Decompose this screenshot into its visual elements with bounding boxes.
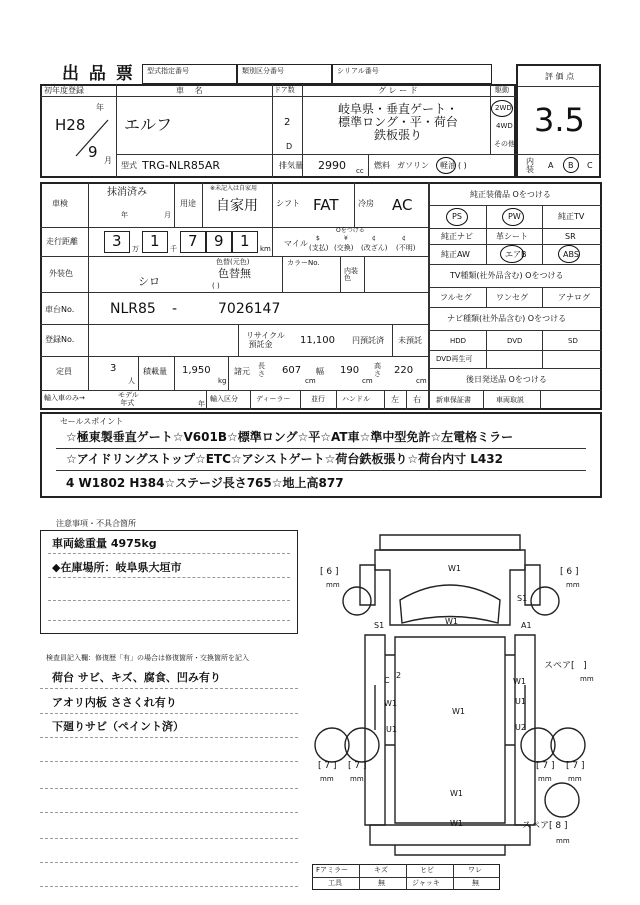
drive-2wd: 2WD xyxy=(495,104,512,112)
height-unit: cm xyxy=(416,377,427,385)
navi-dvd: DVD xyxy=(507,337,523,345)
equip-sr: SR xyxy=(565,232,576,241)
mark-2: 2 xyxy=(396,671,402,680)
tire-fl-unit: mm xyxy=(326,581,340,589)
mark-c: C xyxy=(384,676,390,685)
drive-other: その他 xyxy=(494,140,515,148)
color-code-label: 色替(元色) xyxy=(216,258,250,266)
mark-u2-right: U2 xyxy=(515,723,526,732)
ac-label: 冷房 xyxy=(358,199,374,208)
tv-oneseg: ワンセグ xyxy=(496,293,528,302)
after-title: 後日発送品 Oをつける xyxy=(466,375,547,384)
width-label: 幅 xyxy=(316,367,324,376)
equip-leather: 革シート xyxy=(496,232,528,241)
category-label: 類別区分番号 xyxy=(242,67,284,75)
interior-a: A xyxy=(548,161,554,170)
height-label: 高 さ xyxy=(374,362,381,378)
equip-pw: PW xyxy=(508,212,521,221)
length-unit: cm xyxy=(305,377,316,385)
notes-line-2: ◆在庫場所：岐阜県大垣市 xyxy=(52,561,182,574)
model-cert-label: 型式指定番号 xyxy=(147,67,189,75)
legend-h3: ヒビ xyxy=(420,866,434,874)
use-value: 自家用 xyxy=(216,198,258,214)
import-label: 輸入車のみ→ xyxy=(44,394,85,402)
mark-w1-rear: W1 xyxy=(450,789,463,798)
capacity-label: 定員 xyxy=(56,367,72,376)
legend-r1: 工具 xyxy=(328,879,342,887)
grade-text: 岐阜県・垂直ゲート・ 標準ロング・平・荷台 鉄板張り xyxy=(337,102,458,142)
fuel-type: ガソリン xyxy=(397,161,429,170)
tire-rl1: [ 7 ] xyxy=(318,761,337,771)
category-box xyxy=(237,64,332,84)
serial-label: シリアル番号 xyxy=(337,67,379,75)
notes-label: 注意事項・不具合箇所 xyxy=(56,519,136,528)
inspection-value: 抹消済み xyxy=(107,187,147,198)
legend-h4: ワレ xyxy=(468,866,482,874)
km-unit: km xyxy=(260,245,271,253)
length-value: 607 xyxy=(282,365,302,376)
score-value: 3.5 xyxy=(534,101,585,139)
mark-s1-left: S1 xyxy=(374,621,385,630)
inspector-line-3: 下廻りサビ（ペイント済） xyxy=(52,720,184,733)
chassis-label: 車台No. xyxy=(45,305,75,314)
drive-2wd-circle xyxy=(491,100,513,117)
ac-value: AC xyxy=(392,196,413,214)
notes-line-1: 車両総重量 4975kg xyxy=(52,537,157,550)
mile-sym-1: $ xyxy=(316,235,320,242)
sen-unit: 千 xyxy=(170,245,177,253)
navi-title: ナビ種類(社外品含む) Oをつける xyxy=(447,314,567,323)
mark-w1-left: W1 xyxy=(384,699,397,708)
interior-b: B xyxy=(568,161,574,170)
legend-r2: 無 xyxy=(378,879,385,887)
color-paren: ( ) xyxy=(212,282,220,290)
displacement-value: 2990 xyxy=(318,159,346,172)
handle-right: 右 xyxy=(413,395,421,404)
mileage-digit-3: 7 xyxy=(188,232,198,250)
spare-top-unit: mm xyxy=(580,675,594,683)
fuel-circle xyxy=(436,157,456,174)
legend-r3: ジャッキ xyxy=(412,879,440,887)
dealer-label: ディーラー xyxy=(256,395,291,403)
tv-fullseg: フルセグ xyxy=(440,293,472,302)
doors-value: 2 xyxy=(284,117,291,128)
fuel-paren: ( ) xyxy=(458,161,467,170)
mile-opt-2: (交換) xyxy=(334,244,354,252)
inspector-line-1: 荷台 サビ、キズ、腐食、凹み有り xyxy=(52,671,221,684)
mile-opt-1: (支払) xyxy=(309,244,329,252)
equip-airbag-circle xyxy=(500,245,524,263)
name-label: 車 名 xyxy=(176,86,207,95)
mileage-digit-2: 1 xyxy=(150,232,160,250)
width-value: 190 xyxy=(340,365,360,376)
mark-w1-right: W1 xyxy=(513,677,526,686)
tv-analog: アナログ xyxy=(558,293,590,302)
after-warranty: 新車保証書 xyxy=(436,396,471,404)
color-no-label: カラーNo. xyxy=(287,259,320,267)
mileage-digit-5: 1 xyxy=(240,232,250,250)
dvd-playback-label: DVD再生可 xyxy=(436,355,473,363)
after-manual: 車両取説 xyxy=(496,396,524,404)
model-year-label: モデル 年式 xyxy=(118,391,139,407)
mileage-digit-1: 3 xyxy=(112,232,122,250)
exterior-label: 外装色 xyxy=(49,269,73,278)
chassis-prefix: NLR85 xyxy=(110,301,156,317)
parallel-label: 並行 xyxy=(311,395,325,403)
spare-top-label: スペア[ ] xyxy=(544,661,587,671)
mark-u1-left: U1 xyxy=(386,725,397,734)
first-reg-month: 9 xyxy=(88,143,98,161)
tire-rl2: [ 7 ] xyxy=(348,761,367,771)
sales-line-1: ☆極東製垂直ゲート☆V601B☆標準ロング☆平☆AT車☆準中型免許☆左電格ミラー xyxy=(66,430,514,444)
equip-airbag: エアB xyxy=(505,250,527,259)
shift-value: FAT xyxy=(313,196,339,214)
interior-c: C xyxy=(587,161,593,170)
month-label: 月 xyxy=(104,156,112,165)
spare-bottom-unit: mm xyxy=(556,837,570,845)
cc-unit: cc xyxy=(356,167,364,175)
handle-left: 左 xyxy=(391,395,399,404)
mile-opt-3: (改ざん) xyxy=(361,244,388,252)
reg-label: 登録No. xyxy=(45,335,75,344)
spare-bottom-label: スペア[ 8 ] xyxy=(522,821,568,831)
inspection-label: 車検 xyxy=(52,199,68,208)
serial-box xyxy=(332,64,492,84)
inspection-year-unit: 年 xyxy=(121,211,128,219)
year-label: 年 xyxy=(96,103,104,112)
chassis-dash: - xyxy=(172,301,178,317)
mark-w1-windshield: W1 xyxy=(445,617,458,626)
load-value: 1,950 xyxy=(182,365,211,376)
sales-line-2: ☆アイドリングストップ☆ETC☆アシストゲート☆荷台鉄板張り☆荷台内寸 L432 xyxy=(66,452,503,466)
navi-sd: SD xyxy=(568,337,578,345)
equip-abs: ABS xyxy=(563,250,579,259)
model-year-suffix: 年 xyxy=(198,400,205,408)
tire-rr1-unit: mm xyxy=(538,775,552,783)
mile-sym-2: ¥ xyxy=(344,235,348,242)
tire-fl: [ 6 ] xyxy=(320,567,339,577)
model-label: 型式 xyxy=(121,161,137,170)
interior-b-circle xyxy=(563,157,579,173)
unregistered-note: ※未記入は自家用 xyxy=(210,185,258,192)
mile-circle-note: Oをつける xyxy=(336,227,365,234)
mark-w1-cab: W1 xyxy=(448,564,461,573)
fuel-label: 燃料 xyxy=(374,161,390,170)
equip-pw-circle xyxy=(502,208,524,226)
model-cert-box xyxy=(142,64,237,84)
capacity-unit: 人 xyxy=(128,377,135,385)
score-label: 評 価 点 xyxy=(545,72,575,81)
mark-s1-right: S1 xyxy=(517,594,528,603)
legend-r4: 無 xyxy=(472,879,479,887)
interior-label: 内 装 xyxy=(526,157,534,174)
tire-rr2-unit: mm xyxy=(568,775,582,783)
tire-fr-unit: mm xyxy=(566,581,580,589)
truck-damage-diagram xyxy=(300,525,600,860)
mark-u1-right: U1 xyxy=(515,697,526,706)
length-label: 長 さ xyxy=(258,362,265,378)
mark-w1-bed: W1 xyxy=(452,707,465,716)
drive-label: 駆動 xyxy=(495,86,509,94)
equip-ps: PS xyxy=(452,212,462,221)
grade-label: グ レ ー ド xyxy=(378,86,418,95)
recycle-pending: 未預託 xyxy=(398,336,422,345)
handle-label: ハンドル xyxy=(342,395,370,403)
color-change: 色替無 xyxy=(218,267,251,280)
mileage-digit-4: 9 xyxy=(214,232,224,250)
inspector-label: 検査員記入欄：修復歴「有」の場合は修復箇所・交換箇所を記入 xyxy=(46,654,249,662)
doors-unit: D xyxy=(286,142,293,151)
navi-hdd: HDD xyxy=(450,337,467,345)
first-reg-label: 初年度登録 xyxy=(44,86,84,95)
tire-rl1-unit: mm xyxy=(320,775,334,783)
model-value: TRG-NLR85AR xyxy=(142,159,221,172)
equip-tv: 純正TV xyxy=(558,212,585,221)
chassis-number: 7026147 xyxy=(218,301,281,317)
sales-line-3: 4 W1802 H384☆ステージ長さ765☆地上高877 xyxy=(66,476,344,490)
equip-navi: 純正ナビ xyxy=(441,232,473,241)
recycle-status: 円預託済 xyxy=(352,336,384,345)
displacement-label: 排気量 xyxy=(279,161,303,170)
equipment-title: 純正装備品 Oをつける xyxy=(470,190,551,199)
capacity-value: 3 xyxy=(110,363,117,374)
legend-h2: キズ xyxy=(374,866,388,874)
interior-color-label: 内装 色 xyxy=(344,267,358,282)
first-reg-year: H28 xyxy=(55,116,86,134)
dims-label: 諸元 xyxy=(234,367,250,376)
equip-ps-circle xyxy=(446,208,468,226)
height-value: 220 xyxy=(394,365,414,376)
use-label: 用途 xyxy=(180,199,196,208)
exterior-color: シロ xyxy=(138,275,160,288)
tv-title: TV種類(社外品含む) Oをつける xyxy=(450,271,564,280)
form-title: 出 品 票 xyxy=(62,64,135,84)
import-cat-label: 輸入区分 xyxy=(210,395,238,403)
inspector-line-2: アオリ内板 ささくれ有り xyxy=(52,696,177,709)
shift-label: シフト xyxy=(276,199,300,208)
tire-fr: [ 6 ] xyxy=(560,567,579,577)
car-name: エルフ xyxy=(124,115,173,134)
load-unit: kg xyxy=(218,377,227,385)
mark-a1-right: A1 xyxy=(521,621,532,630)
sales-label: セールスポイント xyxy=(60,417,124,426)
load-label: 積載量 xyxy=(143,367,167,376)
width-unit: cm xyxy=(362,377,373,385)
equip-abs-circle xyxy=(558,245,580,263)
tire-rr2: [ 7 ] xyxy=(566,761,585,771)
drive-4wd: 4WD xyxy=(496,122,513,130)
recycle-value: 11,100 xyxy=(300,335,335,346)
doors-label: ドア数 xyxy=(274,86,295,94)
man-unit: 万 xyxy=(132,245,139,253)
mile-label: マイル xyxy=(284,239,308,248)
fuel-circled: 軽油 xyxy=(440,161,456,170)
tire-rl2-unit: mm xyxy=(350,775,364,783)
mile-sym-4: ¢ xyxy=(402,235,406,242)
tire-rr1: [ 7 ] xyxy=(536,761,555,771)
recycle-label: リサイクル 預託金 xyxy=(246,331,285,349)
mileage-label: 走行距離 xyxy=(46,237,78,246)
mile-opt-4: (不明) xyxy=(396,244,416,252)
legend-h1: Fアミラー xyxy=(316,866,349,874)
mile-sym-3: ¢ xyxy=(372,235,376,242)
equip-aw: 純正AW xyxy=(441,250,470,259)
mark-w1-bumper: W1 xyxy=(450,819,463,828)
inspection-month-unit: 月 xyxy=(164,211,171,219)
